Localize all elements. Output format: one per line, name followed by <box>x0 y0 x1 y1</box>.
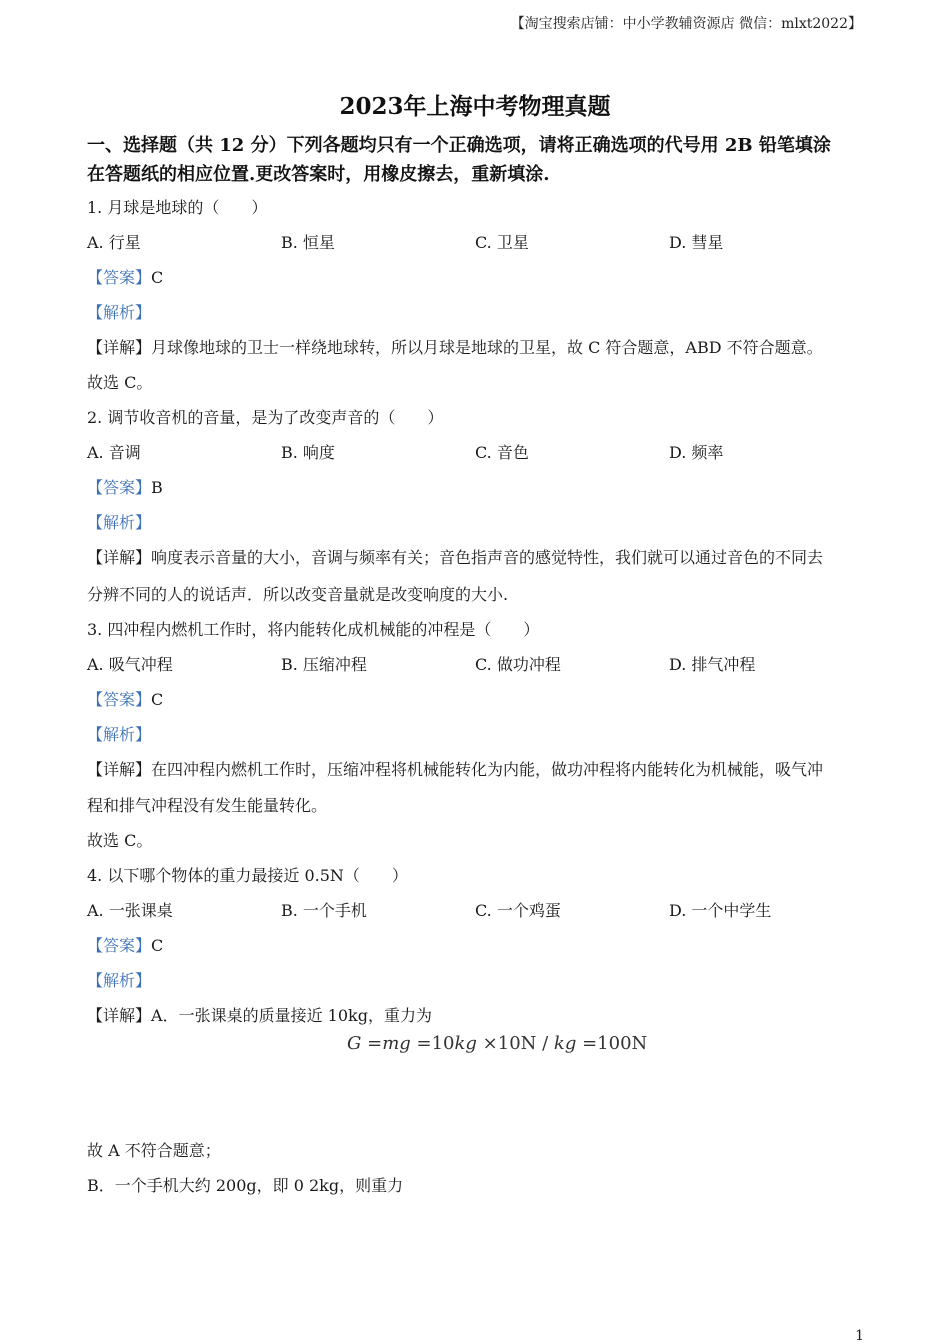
section-heading-line2: 在答题纸的相应位置.更改答案时，用橡皮擦去，重新填涂. <box>87 164 550 185</box>
q4-option-b: B. 一个手机 <box>281 901 367 920</box>
q3-analysis-label: 【解析】 <box>87 725 152 744</box>
q4-b-text: B．一个手机大约 200g，即 0 2kg，则重力 <box>87 1176 404 1195</box>
weight-formula <box>347 1033 647 1054</box>
page-title: 2023年上海中考物理真题 <box>339 93 611 120</box>
q4-answer: C <box>151 936 164 955</box>
q2-detail-row <box>87 545 823 568</box>
q4-a-conclusion: 故 A 不符合题意； <box>87 1141 221 1160</box>
q1-conclusion: 故选 C。 <box>87 373 153 392</box>
q4-analysis-label: 【解析】 <box>87 971 152 990</box>
formula-kg1: kg <box>454 1033 477 1054</box>
q3-option-c: C. 做功冲程 <box>475 655 561 674</box>
formula-eq1: = <box>361 1033 383 1054</box>
q1-detail-row <box>87 335 823 358</box>
q2-analysis-label: 【解析】 <box>87 513 152 532</box>
formula-eq2: =10 <box>410 1033 455 1054</box>
answer-label: 【答案】 <box>87 690 152 709</box>
q4-detail: A．一张课桌的质量接近 10kg，重力为 <box>151 1006 432 1025</box>
q2-answer: B <box>151 478 163 497</box>
q3-conclusion: 故选 C。 <box>87 831 153 850</box>
formula-mg: mg <box>382 1033 411 1054</box>
answer-label: 【答案】 <box>87 936 152 955</box>
answer-label: 【答案】 <box>87 268 152 287</box>
question-3-stem: 3. 四冲程内燃机工作时，将内能转化成机械能的冲程是（ ） <box>87 620 540 639</box>
q2-option-a: A. 音调 <box>87 443 141 462</box>
q3-option-a: A. 吸气冲程 <box>87 655 173 674</box>
q1-option-d: D. 彗星 <box>669 233 724 252</box>
detail-label: 【详解】 <box>87 548 152 567</box>
formula-kg2: kg <box>553 1033 577 1054</box>
formula-g: G <box>347 1033 362 1054</box>
page-number: 1 <box>855 1328 864 1344</box>
q3-option-b: B. 压缩冲程 <box>281 655 367 674</box>
q3-answer-row <box>87 687 163 710</box>
q4-option-d: D. 一个中学生 <box>669 901 772 920</box>
q1-option-a: A. 行星 <box>87 233 141 252</box>
q1-analysis-label: 【解析】 <box>87 303 152 322</box>
q4-answer-row <box>87 933 163 956</box>
q4-detail-row <box>87 1003 432 1026</box>
detail-label: 【详解】 <box>87 1006 152 1025</box>
q1-answer-row <box>87 265 163 288</box>
detail-label: 【详解】 <box>87 760 152 779</box>
detail-label: 【详解】 <box>87 338 152 357</box>
q3-detail-row <box>87 757 823 780</box>
section-heading-line1: 一、选择题（共 12 分）下列各题均只有一个正确选项，请将正确选项的代号用 2B 铅笔填涂 <box>87 135 831 156</box>
question-2-stem: 2. 调节收音机的音量，是为了改变声音的（ ） <box>87 408 444 427</box>
q3-detail-1: 在四冲程内燃机工作时，压缩冲程将机械能转化为内能，做功冲程将内能转化为机械能，吸气冲 <box>151 760 824 779</box>
q2-option-d: D. 频率 <box>669 443 724 462</box>
q2-detail-1: 响度表示音量的大小，音调与频率有关；音色指声音的感觉特性，我们就可以通过音色的不同去 <box>151 548 824 567</box>
q2-option-b: B. 响度 <box>281 443 335 462</box>
q1-answer: C <box>151 268 164 287</box>
question-4-stem: 4. 以下哪个物体的重力最接近 0.5N（ ） <box>87 866 408 885</box>
formula-result: =100N <box>576 1033 648 1054</box>
q1-detail: 月球像地球的卫士一样绕地球转，所以月球是地球的卫星，故 C 符合题意，ABD 不符合题意。 <box>151 338 823 357</box>
q4-option-c: C. 一个鸡蛋 <box>475 901 561 920</box>
q3-detail-2: 程和排气冲程没有发生能量转化。 <box>87 796 328 815</box>
q1-option-b: B. 恒星 <box>281 233 335 252</box>
q2-answer-row <box>87 475 163 498</box>
question-1-stem: 1. 月球是地球的（ ） <box>87 198 268 217</box>
answer-label: 【答案】 <box>87 478 152 497</box>
q3-answer: C <box>151 690 164 709</box>
q2-option-c: C. 音色 <box>475 443 529 462</box>
q4-option-a: A. 一张课桌 <box>87 901 173 920</box>
formula-times: ×10N / <box>476 1033 554 1054</box>
q3-option-d: D. 排气冲程 <box>669 655 756 674</box>
q1-option-c: C. 卫星 <box>475 233 529 252</box>
q2-detail-2: 分辨不同的人的说话声．所以改变音量就是改变响度的大小. <box>87 585 509 604</box>
page-header: 【淘宝搜索店铺：中小学教辅资源店 微信：mlxt2022】 <box>510 16 862 32</box>
